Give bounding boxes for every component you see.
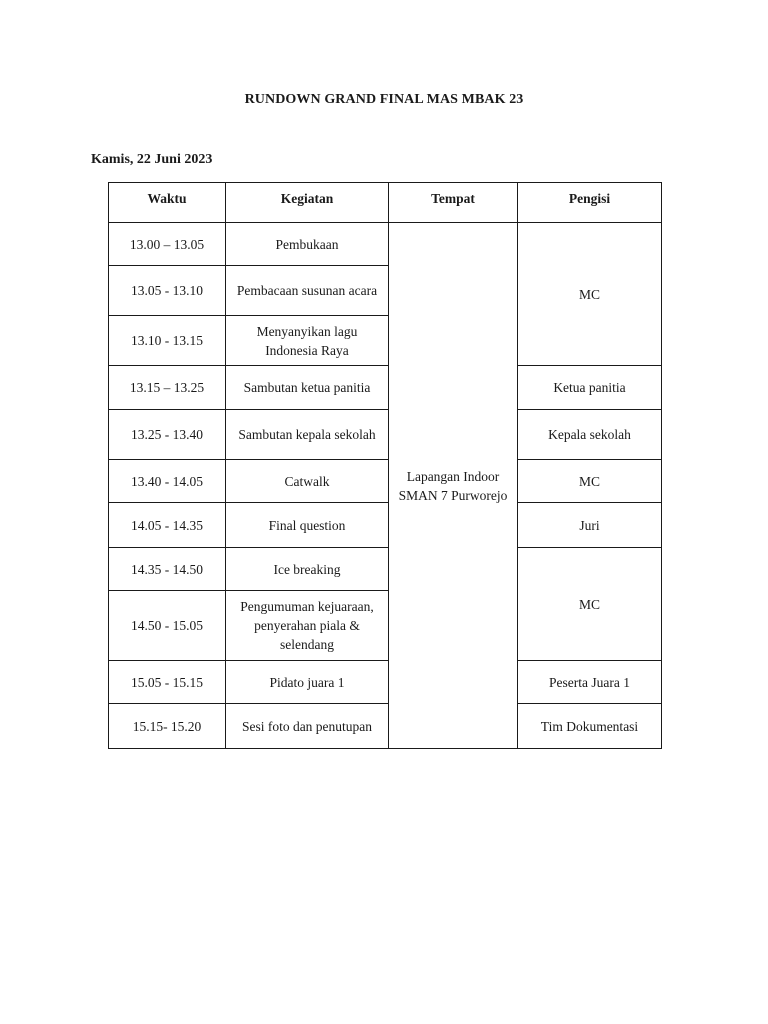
- cell-waktu: 14.35 - 14.50: [109, 548, 226, 591]
- table-row: [109, 366, 662, 410]
- cell-waktu: 14.50 - 15.05: [109, 591, 226, 661]
- cell-kegiatan: Pembukaan: [226, 223, 389, 266]
- cell-kegiatan: Ice breaking: [226, 548, 389, 591]
- table-row: [109, 548, 662, 591]
- cell-pengisi: MC: [518, 548, 662, 661]
- rundown-table: [108, 182, 662, 749]
- cell-kegiatan: Catwalk: [226, 460, 389, 503]
- cell-waktu: 13.05 - 13.10: [109, 266, 226, 316]
- header-pengisi: Pengisi: [518, 183, 662, 223]
- cell-pengisi: MC: [518, 460, 662, 503]
- cell-kegiatan: Sesi foto dan penutupan: [226, 704, 389, 749]
- cell-kegiatan: Sambutan ketua panitia: [226, 366, 389, 410]
- cell-pengisi: Juri: [518, 503, 662, 548]
- cell-waktu: 15.05 - 15.15: [109, 661, 226, 704]
- cell-waktu: 15.15- 15.20: [109, 704, 226, 749]
- table-row: [109, 460, 662, 503]
- header-waktu: Waktu: [109, 183, 226, 223]
- cell-pengisi: Ketua panitia: [518, 366, 662, 410]
- cell-waktu: 13.25 - 13.40: [109, 410, 226, 460]
- table-row: [109, 503, 662, 548]
- table-row: [109, 223, 662, 266]
- cell-kegiatan: Sambutan kepala sekolah: [226, 410, 389, 460]
- table-row: [109, 661, 662, 704]
- cell-kegiatan: Pidato juara 1: [226, 661, 389, 704]
- cell-pengisi: Kepala sekolah: [518, 410, 662, 460]
- cell-kegiatan: Final question: [226, 503, 389, 548]
- cell-waktu: 13.15 – 13.25: [109, 366, 226, 410]
- table-header-row: [109, 183, 662, 223]
- cell-waktu: 13.10 - 13.15: [109, 316, 226, 366]
- cell-waktu: 13.40 - 14.05: [109, 460, 226, 503]
- cell-tempat: Lapangan Indoor SMAN 7 Purworejo: [389, 223, 518, 749]
- cell-kegiatan: Menyanyikan lagu Indonesia Raya: [226, 316, 389, 366]
- document-title: RUNDOWN GRAND FINAL MAS MBAK 23: [244, 92, 524, 107]
- cell-pengisi: Peserta Juara 1: [518, 661, 662, 704]
- cell-kegiatan: Pembacaan susunan acara: [226, 266, 389, 316]
- header-kegiatan: Kegiatan: [226, 183, 389, 223]
- header-tempat: Tempat: [389, 183, 518, 223]
- cell-waktu: 14.05 - 14.35: [109, 503, 226, 548]
- table-row: [109, 410, 662, 460]
- cell-pengisi: Tim Dokumentasi: [518, 704, 662, 749]
- event-date: Kamis, 22 Juni 2023: [91, 152, 213, 167]
- cell-kegiatan: Pengumuman kejuaraan, penyerahan piala & selendang: [226, 591, 389, 661]
- table-row: [109, 704, 662, 749]
- cell-waktu: 13.00 – 13.05: [109, 223, 226, 266]
- cell-pengisi: MC: [518, 223, 662, 366]
